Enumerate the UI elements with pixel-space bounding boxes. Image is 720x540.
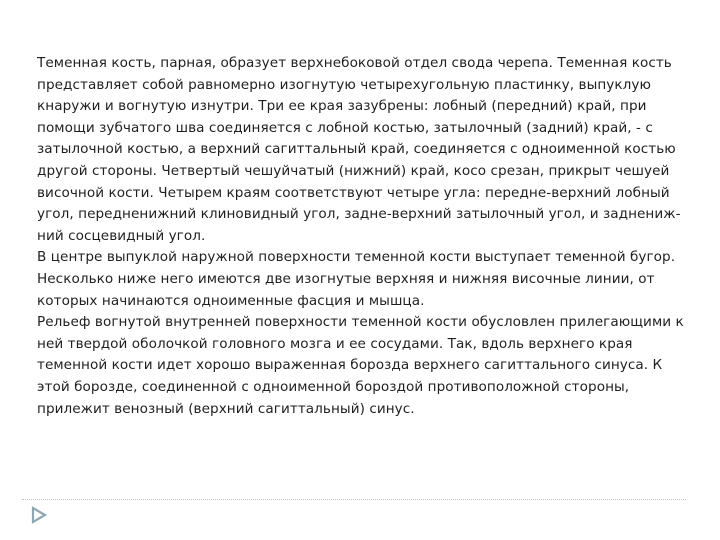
- next-slide-button[interactable]: [29, 505, 49, 525]
- triangle-right-icon: [29, 505, 49, 525]
- paragraph-inner-surface: Рельеф вогнутой внутренней поверхности теменной кости обусловлен прилегающими к ней твердой оболочкой головного мозга и ее сосудами. Так, вдоль верхнего края теменной кости идет хорошо выраженная борозда верхнего сагиттального синуса. К этой борозде, соединенной с одноименной бороздой противоположной стороны, прилежит венозный (верхний сагиттальный) синус.: [37, 314, 684, 417]
- paragraph-outer-surface: В центре выпуклой наружной поверхности теменной кости выступает теменной бугор. Несколько ниже него имеются две изогнутые верхняя и нижняя височные линии, от которых начинаются одноименные фасция и мышца.: [37, 249, 676, 309]
- footer-divider: [22, 499, 686, 500]
- slide-body-text: [37, 53, 693, 420]
- paragraph-parietal-bone-description: Теменная кость, парная, образует верхнебоковой отдел свода черепа. Теменная кость представляет собой равномерно изогнутую четырехугольную пластинку, выпуклую кнаружи и вогнутую изнутри. Три ее края зазубрены: лобный (передний) край, при помощи зубчатого шва соединяется с лобной костью, затылочный (задний) край, - с затылочной костью, а верхний сагиттальный край, соединяется с одноименной костью другой стороны. Четвертый чешуйчатый (нижний) край, косо срезан, прикрыт чешуей височной кости. Четырем краям соответствуют четыре угла: передне-верхний лобный угол, передненижний клиновидный угол, задне-верхний затылочный угол, и задненижний сосцевидный угол.: [37, 55, 681, 244]
